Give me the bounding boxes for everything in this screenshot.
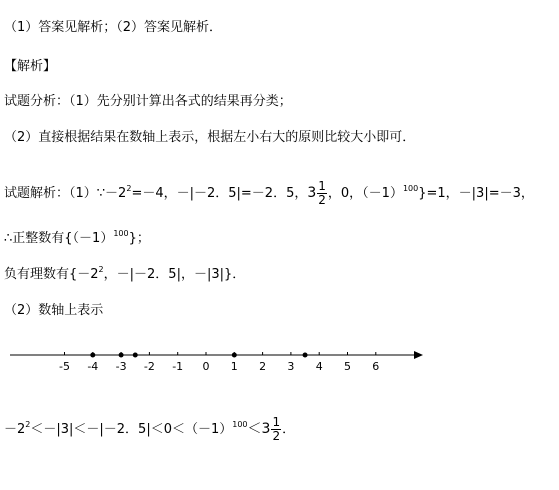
mixed-number-whole: 3 <box>307 185 317 201</box>
number-line-tick-label: 3 <box>287 360 295 373</box>
comparison-numerator: 1 <box>272 415 281 429</box>
negative-rationals-text: 负有理数有{－2 <box>4 267 99 282</box>
number-line-tick-label: 5 <box>344 360 351 373</box>
number-line-tick-label: -1 <box>172 360 184 373</box>
number-line-point <box>303 353 308 358</box>
number-line-tick-label: -3 <box>115 360 127 373</box>
fraction-one-half <box>317 180 327 207</box>
positive-integers-text: ∴正整数有{（－1） <box>4 231 114 246</box>
comparison-a: －2 <box>4 422 26 437</box>
number-line-tick-label: 0 <box>202 360 210 373</box>
solution-exponent-2: 2 <box>126 184 132 193</box>
negative-rationals-exponent: 2 <box>98 265 104 274</box>
section-header: 【解析】 <box>4 59 57 74</box>
comparison-a-exponent: 2 <box>25 420 31 429</box>
number-line-arrow <box>414 351 423 359</box>
comparison-denominator: 2 <box>272 429 281 443</box>
number-line-tick-label: 1 <box>230 360 238 373</box>
number-line-point <box>90 353 95 358</box>
analysis-text-1: （1）先分别计算出各式的结果再分类； <box>69 94 292 109</box>
number-line-tick-label: 6 <box>372 360 380 373</box>
analysis-step-1 <box>4 94 292 110</box>
number-line-point <box>119 353 124 358</box>
number-line-tick-label: 4 <box>315 360 323 373</box>
solution-line <box>4 180 534 208</box>
number-line-point <box>232 353 237 358</box>
number-line-tick-label: -5 <box>59 360 70 373</box>
analysis-step-2: （2）直接根据结果在数轴上表示，根据左小右大的原则比较大小即可． <box>4 130 416 145</box>
number-line-point <box>133 353 138 358</box>
negative-rationals-end: ，－|－2．5|，－|3|}． <box>103 267 246 282</box>
solution-label: 试题解析： <box>4 186 70 201</box>
positive-integers-end: }； <box>128 231 150 246</box>
fraction-denominator: 2 <box>318 193 326 207</box>
number-line-tick-label: -2 <box>143 360 155 373</box>
number-line <box>0 338 559 398</box>
solution-exponent-100: 100 <box>402 184 419 193</box>
number-line-tick-label: -4 <box>87 360 99 373</box>
comparison-fraction <box>271 416 281 443</box>
comparison-b: ＜－|3|＜－|－2．5|＜0＜（－1） <box>30 422 233 437</box>
solution-text-3: }=1，－|3|=－3， <box>418 186 534 201</box>
answer-line: （1）答案见解析；（2）答案见解析． <box>4 20 223 35</box>
comparison-end: ． <box>282 422 296 437</box>
analysis-label: 试题分析： <box>4 94 70 109</box>
number-line-tick-label: 2 <box>259 360 267 373</box>
solution-part: （1）∵－2 <box>69 186 127 201</box>
solution-text-2: ，0，（－1） <box>327 186 403 201</box>
positive-integers-line <box>4 231 150 248</box>
solution-text-1: =－4，－|－2．5|=－2．5， <box>131 186 308 201</box>
fraction-numerator: 1 <box>318 179 326 193</box>
numberline-caption: （2）数轴上表示 <box>4 303 104 318</box>
negative-rationals-line <box>4 267 245 284</box>
comparison-line <box>4 415 295 445</box>
comparison-c: ＜3 <box>247 421 271 437</box>
comparison-b-exponent: 100 <box>232 420 248 429</box>
positive-integers-exponent: 100 <box>113 229 129 238</box>
